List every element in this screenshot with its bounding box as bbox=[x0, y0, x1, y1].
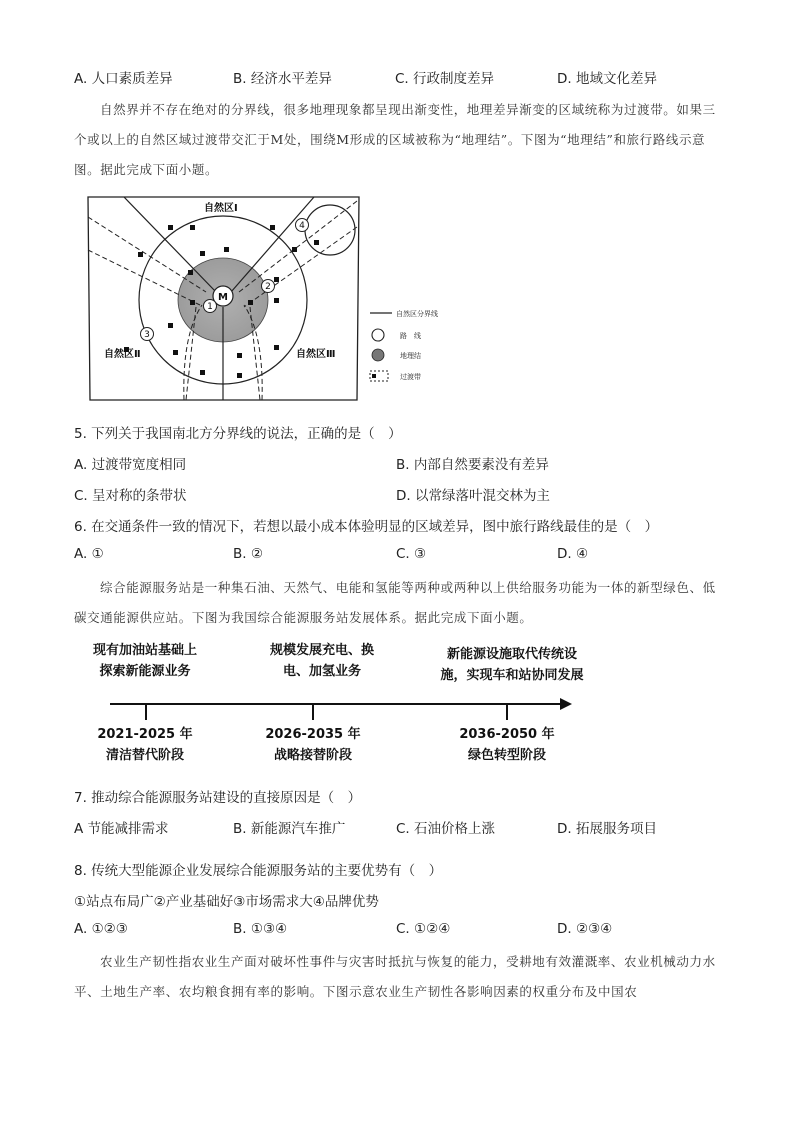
q5-stem: 5. 下列关于我国南北方分界线的说法，正确的是（ ） bbox=[74, 426, 402, 442]
legend-knot: 地理结 bbox=[400, 352, 421, 360]
q7-option-a: A 节能减排需求 bbox=[74, 821, 169, 837]
energy-station-timeline bbox=[64, 638, 744, 778]
q4-option-b: B. 经济水平差异 bbox=[233, 71, 332, 87]
route-4-loop bbox=[305, 205, 355, 255]
q4-option-c: C. 行政制度差异 bbox=[395, 71, 495, 87]
q6-option-a: A. ① bbox=[74, 546, 104, 562]
q6-option-d: D. ④ bbox=[557, 546, 589, 562]
intro-paragraph-3: 农业生产韧性指农业生产面对破坏性事件与灾害时抵抗与恢复的能力，受耕地有效灌溉率、农业机械动力水平、土地生产率、农均粮食拥有率的影响。下图示意农业生产韧性各影响因素的权重分布及中国农 bbox=[74, 954, 716, 999]
legend-boundary: 自然区分界线 bbox=[396, 310, 438, 318]
q6-stem: 6. 在交通条件一致的情况下，若想以最小成本体验明显的区域差异，图中旅行路线最佳的是（ ） bbox=[74, 519, 659, 535]
q7-stem: 7. 推动综合能源服务站建设的直接原因是（ ） bbox=[74, 790, 362, 806]
stage-2-period: 2026-2035 年 战略接替阶段 bbox=[265, 727, 361, 763]
q7-option-b: B. 新能源汽车推广 bbox=[233, 821, 346, 837]
stage-2-desc: 规模发展充电、换 电、加氢业务 bbox=[269, 643, 374, 679]
map-legend bbox=[370, 309, 438, 381]
region-1-label: 自然区Ⅰ bbox=[204, 203, 238, 214]
legend-route: 路 线 bbox=[400, 332, 421, 340]
q5-option-c: C. 呈对称的条带状 bbox=[74, 488, 187, 504]
q8-stem: 8. 传统大型能源企业发展综合能源服务站的主要优势有（ ） bbox=[74, 863, 443, 879]
q7-option-c: C. 石油价格上涨 bbox=[396, 821, 496, 837]
region-2-label: 自然区Ⅱ bbox=[104, 349, 141, 360]
route-3-label: 3 bbox=[144, 330, 150, 340]
route-1-label: 1 bbox=[207, 302, 213, 312]
center-m-label: M bbox=[218, 292, 228, 303]
q8-items: ①站点布局广②产业基础好③市场需求大④品牌优势 bbox=[74, 894, 379, 910]
timeline-axis bbox=[64, 690, 584, 724]
q6-option-c: C. ③ bbox=[396, 546, 427, 562]
q4-option-d: D. 地域文化差异 bbox=[557, 71, 657, 87]
region-3-label: 自然区Ⅲ bbox=[296, 349, 336, 360]
q5-option-a: A. 过渡带宽度相同 bbox=[74, 457, 187, 473]
q5-option-b: B. 内部自然要素没有差异 bbox=[396, 457, 549, 473]
q8-option-b: B. ①③④ bbox=[233, 921, 288, 937]
stage-1-desc: 现有加油站基础上 探索新能源业务 bbox=[92, 643, 197, 679]
legend-transition: 过渡带 bbox=[400, 373, 421, 381]
q8-option-d: D. ②③④ bbox=[557, 921, 613, 937]
q8-option-c: C. ①②④ bbox=[396, 921, 451, 937]
q6-option-b: B. ② bbox=[233, 546, 263, 562]
q4-option-a: A. 人口素质差异 bbox=[74, 71, 173, 87]
q8-option-a: A. ①②③ bbox=[74, 921, 128, 937]
stage-1-period: 2021-2025 年 清洁替代阶段 bbox=[97, 727, 193, 763]
intro-paragraph-1: 自然界并不存在绝对的分界线，很多地理现象都呈现出渐变性，地理差异渐变的区域统称为过渡带。如果三个或以上的自然区域过渡带交汇于M处，围绕M形成的区域被称为“地理结”。下图为“地理结”和旅行路线示意图。据此完成下面小题。 bbox=[74, 102, 716, 177]
route-4-label: 4 bbox=[299, 221, 305, 231]
stage-3-period: 2036-2050 年 绿色转型阶段 bbox=[459, 727, 555, 763]
route-2-label: 2 bbox=[265, 282, 271, 292]
q5-option-d: D. 以常绿落叶混交林为主 bbox=[396, 488, 550, 504]
q7-option-d: D. 拓展服务项目 bbox=[557, 821, 657, 837]
stage-3-desc: 新能源设施取代传统设 施，实现车和站协同发展 bbox=[440, 647, 584, 683]
geographic-knot-map bbox=[74, 195, 494, 405]
intro-paragraph-2: 综合能源服务站是一种集石油、天然气、电能和氢能等两种或两种以上供给服务功能为一体的新型绿色、低碳交通能源供应站。下图为我国综合能源服务站发展体系。据此完成下面小题。 bbox=[74, 580, 716, 625]
